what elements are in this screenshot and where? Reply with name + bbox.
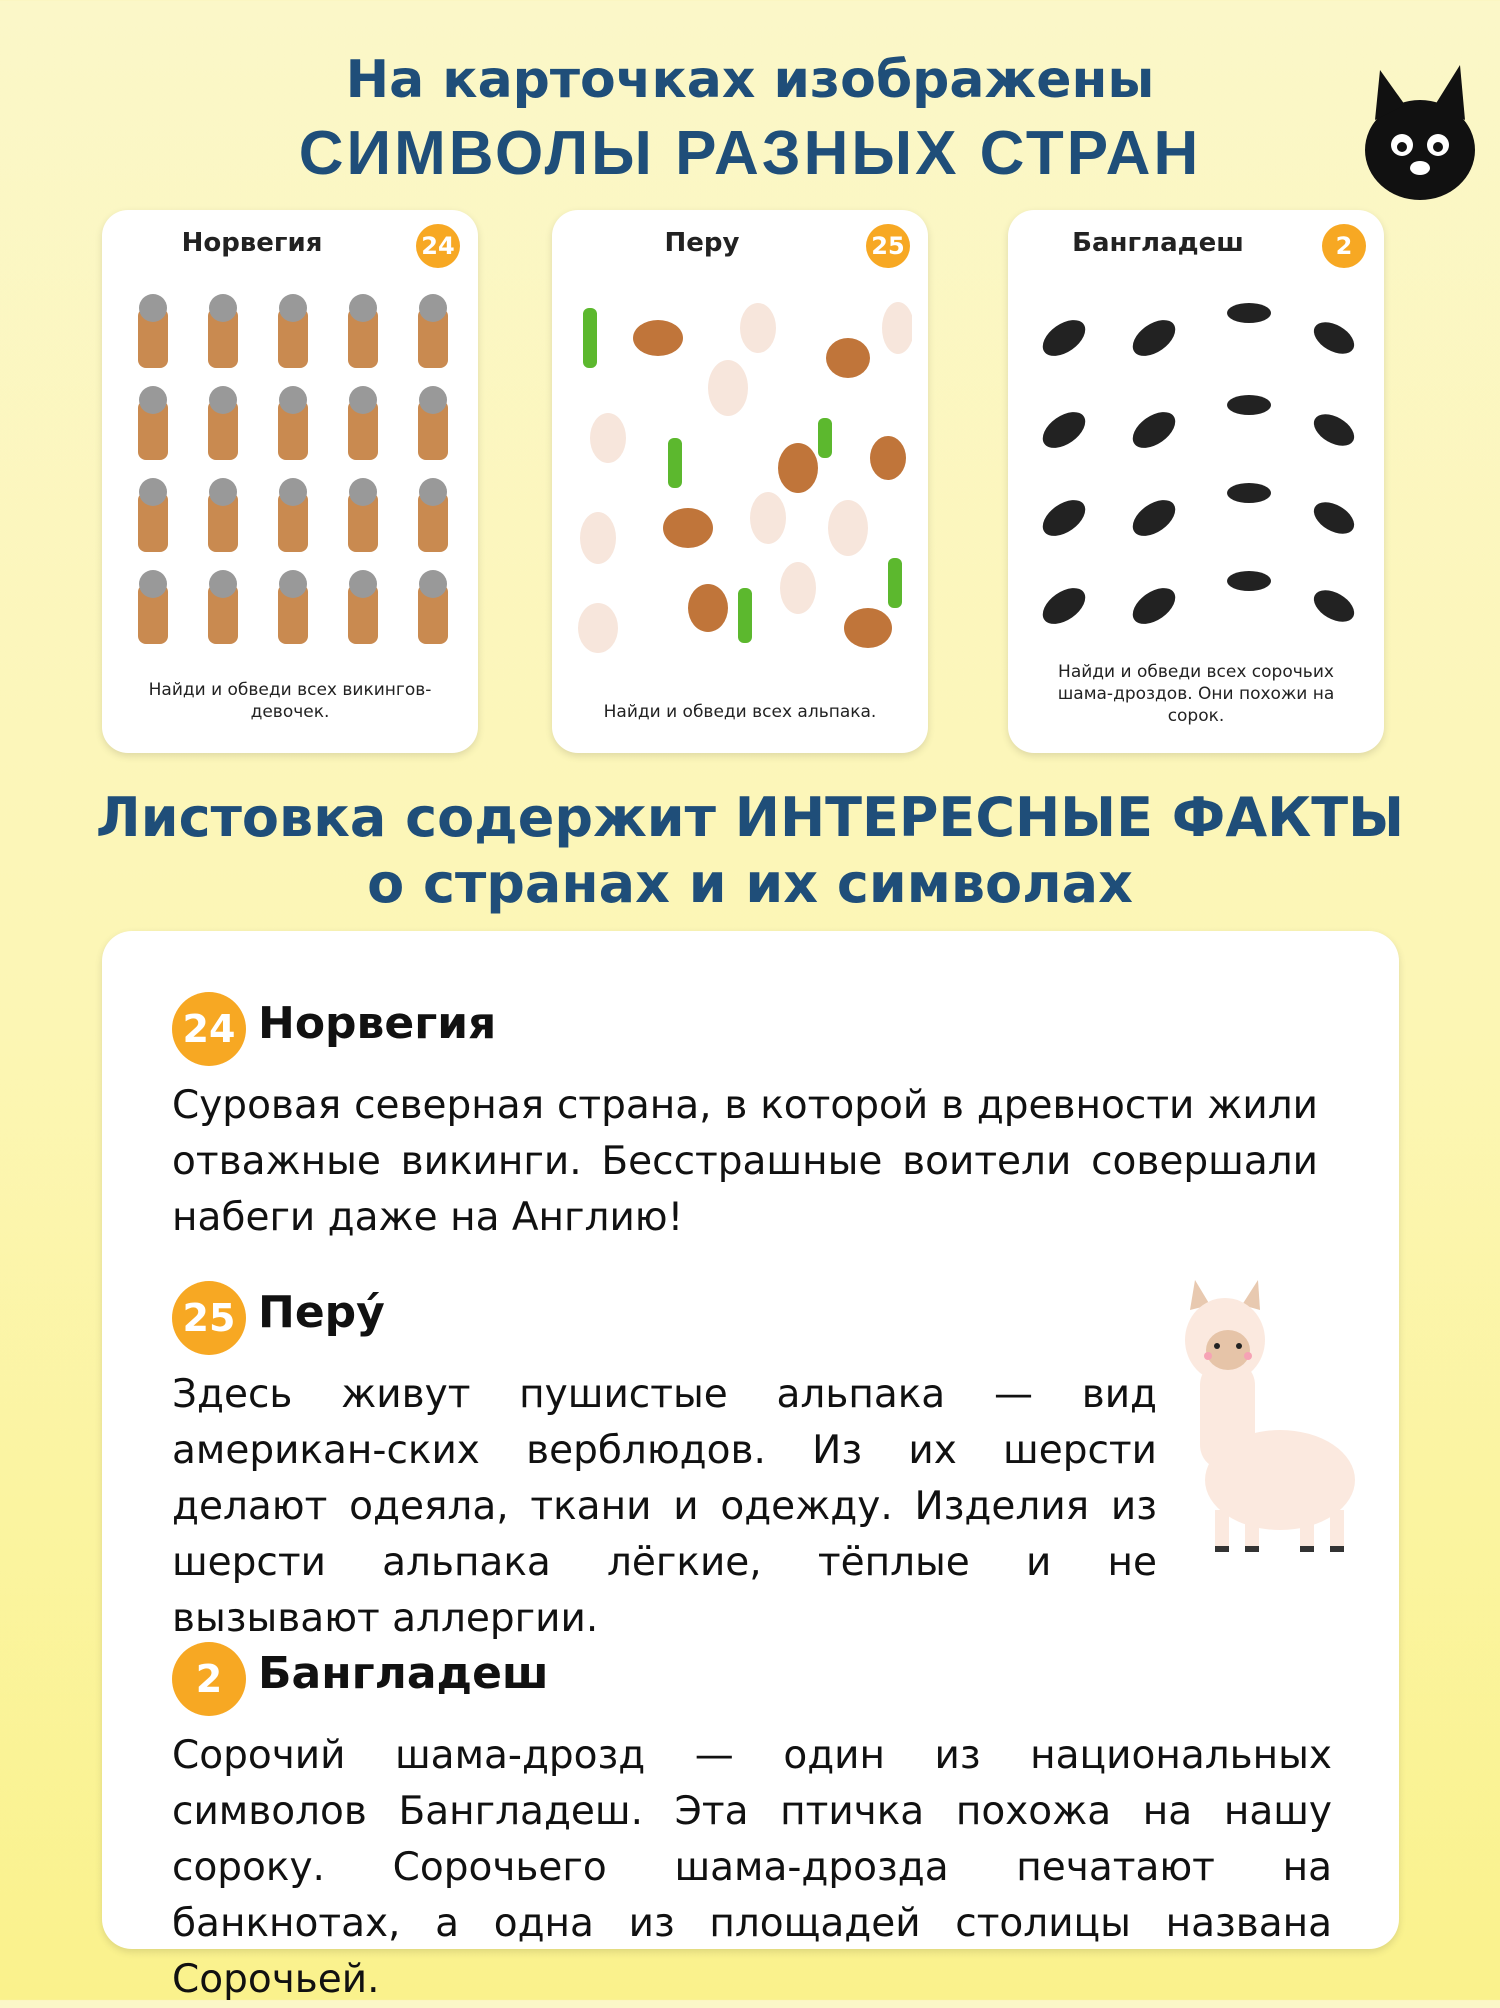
fact-title: Норвегия [258, 998, 497, 1049]
card-number-badge: 2 [1322, 224, 1366, 268]
subtitle-line-2: о странах и их символах [367, 852, 1133, 915]
fact-title: Бангладеш [258, 1648, 549, 1699]
alpacas-illustration-grid [568, 288, 912, 658]
card-number-badge: 25 [866, 224, 910, 268]
card-title: Норвегия [181, 228, 323, 258]
card-peru [552, 210, 928, 753]
card-title: Бангладеш [1072, 228, 1244, 258]
title-line-1: На карточках изображены [345, 50, 1155, 110]
fact-number-badge: 25 [172, 1281, 246, 1355]
fact-title: Перу́ [258, 1287, 385, 1338]
fact-number-badge: 24 [172, 992, 246, 1066]
fact-text: Суровая северная страна, в которой в древности жили отважные викинги. Бесстрашные воители совершали набеги даже на Англию! [172, 1083, 1318, 1240]
vikings-illustration-grid [118, 288, 462, 658]
alpaca-illustration [1170, 1280, 1360, 1560]
fact-number-badge: 2 [172, 1642, 246, 1716]
fact-text: Сорочий шама-дрозд — один из национальных символов Бангладеш. Эта птичка похожа на нашу сороку. Сорочьего шама-дрозда печатают на банкнотах, а одна из площадей столицы названа Сорочьей. [172, 1733, 1332, 2002]
card-caption: Найди и обведи всех викингов-девочек. [148, 680, 432, 722]
subtitle-line-1: Листовка содержит ИНТЕРЕСНЫЕ ФАКТЫ [95, 786, 1405, 849]
birds-illustration-grid [1024, 288, 1368, 658]
card-caption: Найди и обведи всех сорочьих шама-дроздов. Они похожи на сорок. [1057, 662, 1335, 726]
black-cat-illustration [1360, 50, 1480, 220]
card-number-badge: 24 [416, 224, 460, 268]
card-caption: Найди и обведи всех альпака. [603, 702, 877, 722]
title-line-2: СИМВОЛЫ РАЗНЫХ СТРАН [298, 119, 1202, 188]
card-bangladesh [1008, 210, 1384, 753]
card-title: Перу [664, 228, 740, 258]
card-norway [102, 210, 478, 753]
fact-text: Здесь живут пушистые альпака — вид американ-ских верблюдов. Из их шерсти делают одеяла, ткани и одежду. Изделия из шерсти альпака лёгкие, тёплые и не вызывают аллергии. [172, 1372, 1157, 1641]
